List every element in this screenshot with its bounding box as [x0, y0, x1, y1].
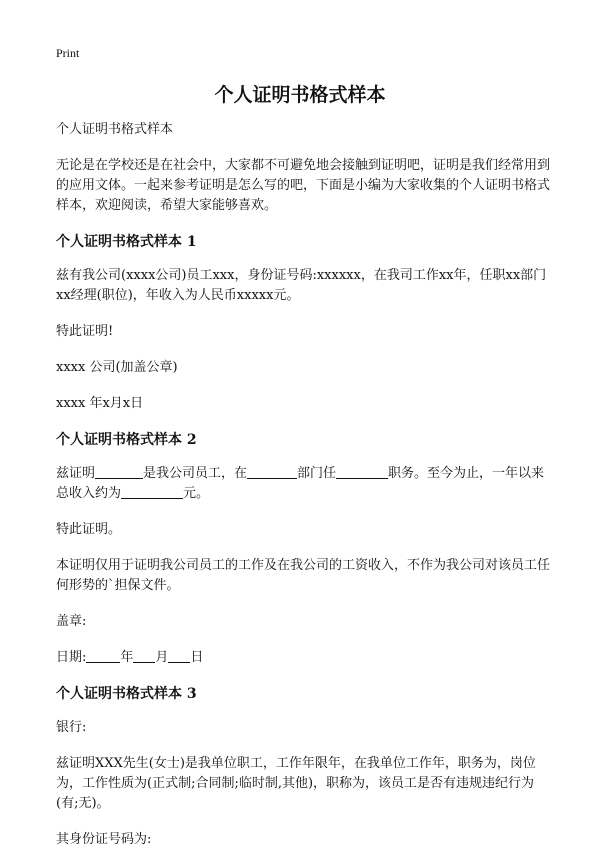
sample1-special: 特此证明!	[56, 324, 114, 339]
sample2-note: 本证明仅用于证明我公司员工的工作及在我公司的工资收入，不作为我公司对该员工任何形势的`担保文件。	[56, 558, 551, 593]
blank-line	[95, 464, 143, 479]
sample1-company: xxxx 公司(加盖公章)	[56, 360, 178, 375]
sample2-date	[56, 648, 550, 668]
sample3-id-line: 其身份证号码为:	[56, 832, 152, 847]
blank-line	[336, 464, 388, 479]
blank-line	[86, 648, 120, 663]
blank-line	[133, 648, 155, 663]
sample2-stamp: 盖章:	[56, 614, 87, 629]
text-segment: 兹证明	[56, 466, 96, 481]
sample1-heading: 个人证明书格式样本 1	[56, 234, 197, 250]
text-segment: 月	[155, 650, 169, 665]
text-segment: 职务。至今为止，一年以来总收入约为	[56, 466, 545, 501]
sample1-body: 兹有我公司(xxxx公司)员工xxx，身份证号码:xxxxxx，在我司工作xx年，任职xx部门xx经理(职位)，年收入为人民币xxxxx元。	[56, 268, 547, 303]
sample1-date: xxxx 年x月x日	[56, 396, 144, 411]
blank-line	[121, 484, 183, 499]
blank-line	[168, 648, 190, 663]
print-label[interactable]: Print	[56, 46, 80, 60]
sample2-heading: 个人证明书格式样本 2	[56, 432, 197, 448]
text-segment: 是我公司员工，在	[143, 466, 248, 481]
text-segment: 元。	[183, 486, 210, 501]
blank-line	[247, 464, 297, 479]
page-title: 个人证明书格式样本	[214, 84, 386, 106]
sample2-body	[56, 464, 550, 504]
intro-text: 无论是在学校还是在社会中，大家都不可避免地会接触到证明吧，证明是我们经常用到的应用文体。一起来参考证明是怎么写的吧，下面是小编为大家收集的个人证明书格式样本，欢迎阅读，希望大家能够喜欢。	[56, 158, 551, 213]
text-segment: 日	[190, 650, 204, 665]
sample3-body: 兹证明XXX先生(女士)是我单位职工，工作年限年，在我单位工作年，职务为，岗位为，工作性质为(正式制;合同制;临时制,其他)，职称为，该员工是否有违规违纪行为(有;无)。	[56, 756, 536, 811]
text-segment: 部门任	[297, 466, 337, 481]
intro-label: 个人证明书格式样本	[56, 122, 174, 137]
sample3-bank: 银行:	[56, 720, 87, 735]
text-segment: 年	[120, 650, 134, 665]
document-content	[56, 120, 550, 866]
text-segment: 日期:	[56, 650, 87, 665]
sample2-special: 特此证明。	[56, 522, 122, 537]
sample3-heading: 个人证明书格式样本 3	[56, 686, 197, 702]
